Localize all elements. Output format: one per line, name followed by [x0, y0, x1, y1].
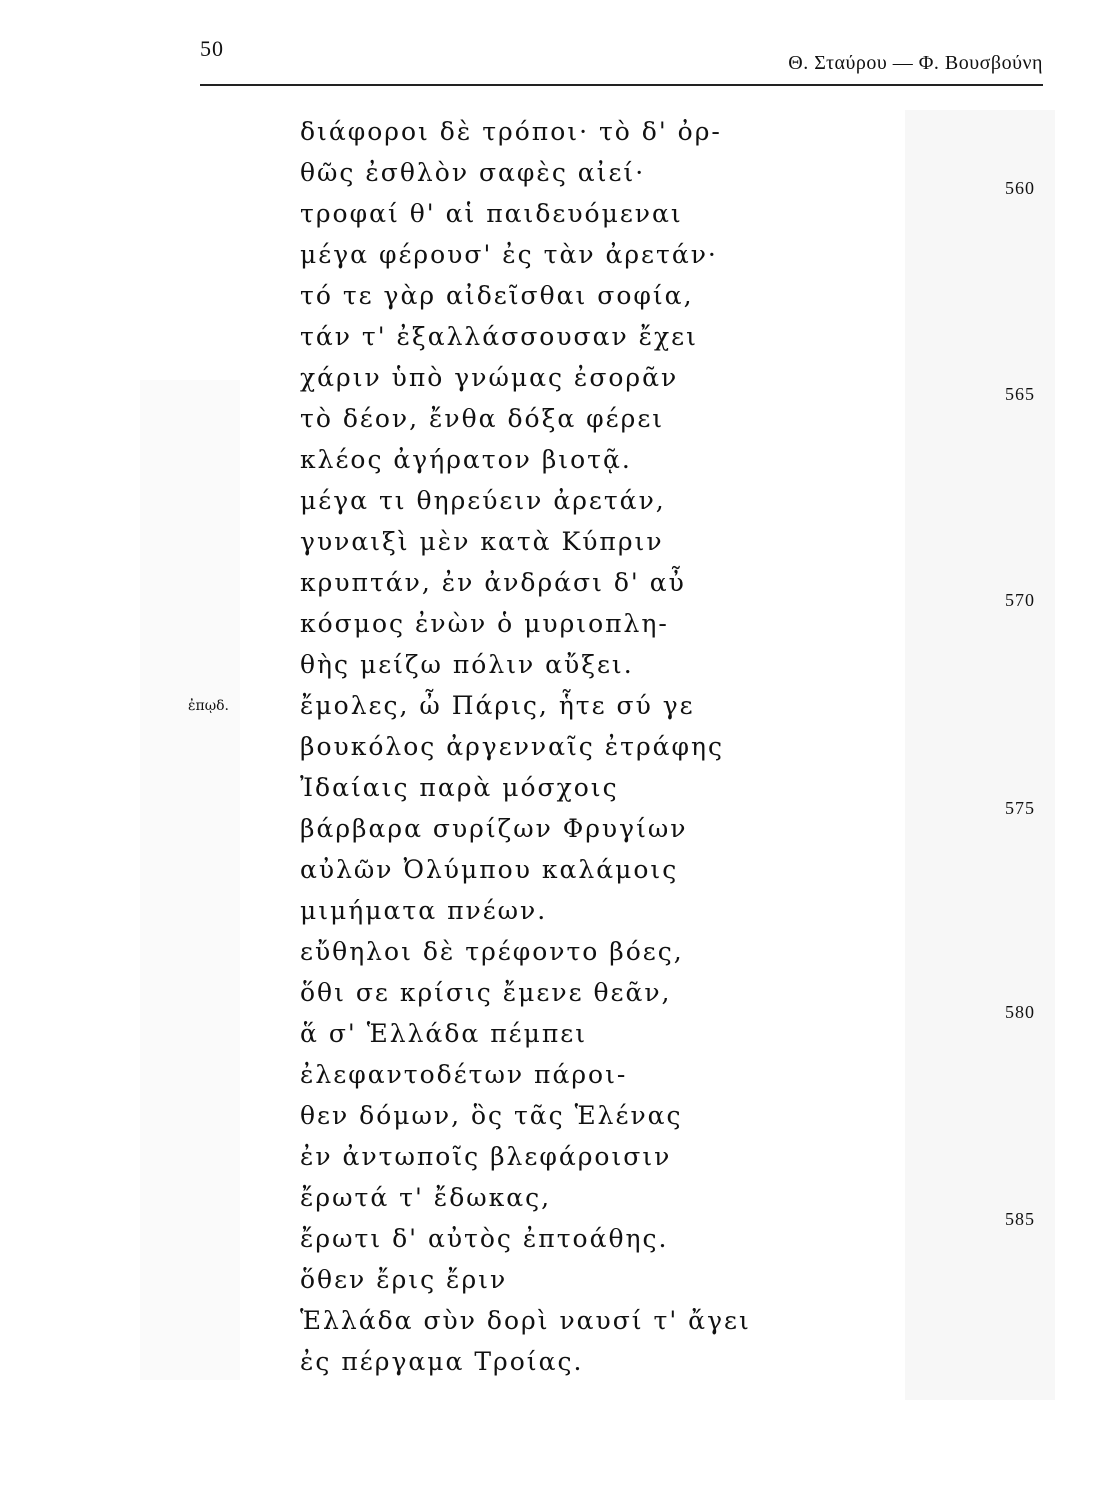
verse-line: ἔμολες, ὦ Πάρις, ἧτε σύ γε	[300, 691, 695, 720]
line-number: 565	[1005, 384, 1035, 404]
line-number: 575	[1005, 798, 1035, 818]
verse-line: ἐλεφαντοδέτων πάροι-	[300, 1060, 628, 1089]
bleed-through-shadow	[140, 380, 240, 1380]
verse-line: ἔρωτά τ' ἔδωκας,	[300, 1183, 552, 1212]
line-number: 570	[1005, 590, 1035, 610]
verse-line: τάν τ' ἐξαλλάσσουσαν ἔχει	[300, 322, 698, 351]
verse-line: γυναιξὶ μὲν κατὰ Κύπριν	[300, 527, 664, 556]
verse-line: θὴς μείζω πόλιν αὔξει.	[300, 650, 634, 679]
verse-line: βουκόλος ἀργενναῖς ἐτράφης	[300, 732, 725, 761]
page-number: 50	[200, 36, 224, 61]
verse-line: κρυπτάν, ἐν ἀνδράσι δ' αὖ	[300, 568, 686, 597]
verse-line: μιμήματα πνέων.	[300, 896, 548, 925]
verse-line: ἐς πέργαμα Τροίας.	[300, 1347, 584, 1376]
line-number: 560	[1005, 178, 1035, 198]
verse-line: θεν δόμων, ὃς τᾶς Ἑλένας	[300, 1101, 683, 1130]
verse-line: τό τε γὰρ αἰδεῖσθαι σοφία,	[300, 281, 694, 310]
verse-line: χάριν ὑπὸ γνώμας ἐσορᾶν	[300, 363, 679, 392]
running-head: Θ. Σταύρου — Φ. Βουσβούνη	[788, 52, 1043, 74]
verse-line: βάρβαρα συρίζων Φρυγίων	[300, 814, 688, 843]
line-number: 580	[1005, 1002, 1035, 1022]
verse-line: ἅ σ' Ἑλλάδα πέμπει	[300, 1019, 588, 1048]
line-number: 585	[1005, 1209, 1035, 1229]
verse-line: ἐν ἀντωποῖς βλεφάροισιν	[300, 1142, 672, 1171]
bleed-through-shadow	[905, 110, 1055, 1400]
verse-line: ὅθεν ἔρις ἔριν	[300, 1265, 508, 1294]
verse-line: εὔθηλοι δὲ τρέφοντο βόες,	[300, 937, 684, 966]
verse-line: αὐλῶν Ὀλύμπου καλάμοις	[300, 855, 679, 884]
verse-line: ὅθι σε κρίσις ἔμενε θεᾶν,	[300, 978, 672, 1007]
verse-line: κόσμος ἐνὼν ὁ μυριοπλη-	[300, 609, 669, 638]
verse-line: Ἑλλάδα σὺν δορὶ ναυσί τ' ἄγει	[300, 1306, 751, 1335]
header-rule	[200, 84, 1043, 86]
verse-line: μέγα τι θηρεύειν ἀρετάν,	[300, 486, 666, 515]
verse-line: κλέος ἀγήρατον βιοτᾷ.	[300, 445, 632, 474]
verse-line: ἔρωτι δ' αὐτὸς ἐπτοάθης.	[300, 1224, 669, 1253]
epode-label: ἐπῳδ.	[188, 698, 230, 714]
verse-line: τροφαί θ' αἱ παιδευόμεναι	[300, 199, 683, 228]
verse-line: Ἰδαίαις παρὰ μόσχοις	[300, 773, 619, 802]
verse-line: μέγα φέρουσ' ἐς τὰν ἀρετάν·	[300, 240, 718, 269]
verse-line: θῶς ἐσθλὸν σαφὲς αἰεί·	[300, 158, 646, 187]
verse-line: τὸ δέον, ἔνθα δόξα φέρει	[300, 404, 665, 433]
verse-line: διάφοροι δὲ τρόποι· τὸ δ' ὀρ-	[300, 117, 722, 146]
